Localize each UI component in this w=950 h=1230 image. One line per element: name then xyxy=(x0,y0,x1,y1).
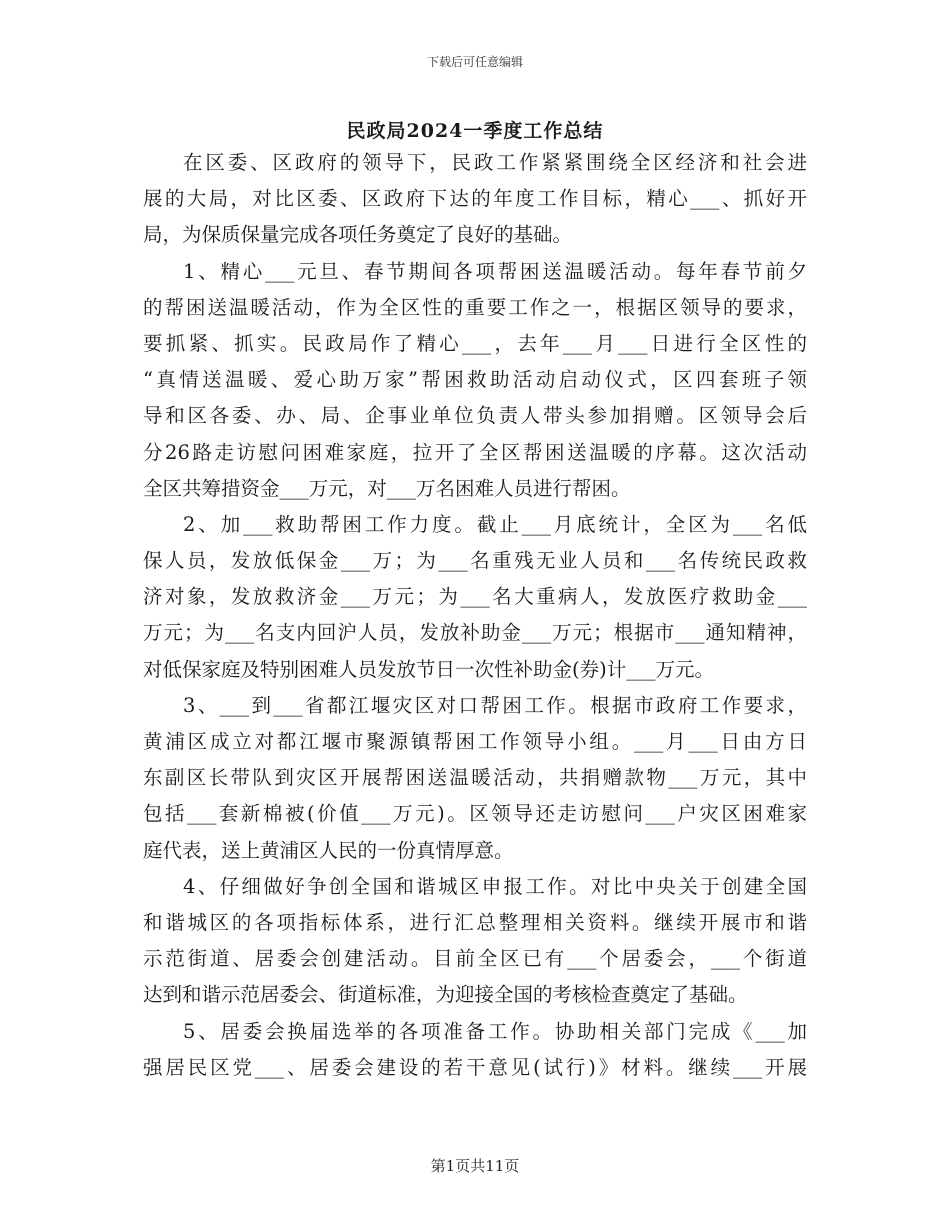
body-text-line: 分26路走访慰问困难家庭，拉开了全区帮困送温暖的序幕。这次活动 xyxy=(143,440,807,464)
body-text-line: 和谐城区的各项指标体系，进行汇总整理相关资料。继续开展市和谐 xyxy=(143,910,807,934)
body-text-line: 全区共筹措资金___万元，对___万名困难人员进行帮困。 xyxy=(143,476,631,500)
body-text-line: 的帮困送温暖活动，作为全区性的重要工作之一，根据区领导的要求， xyxy=(143,295,807,319)
body-text-line: 2、加___救助帮困工作力度。截止___月底统计，全区为___名低 xyxy=(183,512,807,536)
page-number-footer: 第1页共11页 xyxy=(430,1157,520,1175)
body-text-line: 导和区各委、办、局、企事业单位负责人带头参加捐赠。区领导会后 xyxy=(143,404,807,428)
document-title: 民政局2024一季度工作总结 xyxy=(346,120,604,142)
body-text-line: 万元；为___名支内回沪人员，发放补助金___万元；根据市___通知精神， xyxy=(143,621,807,645)
body-text-line: 庭代表，送上黄浦区人民的一份真情厚意。 xyxy=(143,838,514,862)
document-body xyxy=(143,145,807,1086)
body-text-line: 保人员，发放低保金___万；为___名重残无业人员和___名传统民政救 xyxy=(143,549,807,573)
body-text-line: 3、___到___省都江堰灾区对口帮困工作。根据市政府工作要求， xyxy=(183,693,807,717)
body-text-line: 在区委、区政府的领导下，民政工作紧紧围绕全区经济和社会进 xyxy=(183,151,807,174)
body-text-line: 5、居委会换届选举的各项准备工作。协助相关部门完成《___加 xyxy=(183,1019,807,1043)
body-text-line: 强居民区党___、居委会建设的若干意见(试行)》材料。继续___开展 xyxy=(143,1055,807,1079)
header-note: 下载后可任意编辑 xyxy=(426,55,523,69)
body-text-line: 包括___套新棉被(价值___万元)。区领导还走访慰问___户灾区困难家 xyxy=(143,802,807,826)
body-text-line: 济对象，发放救济金___万元；为___名大重病人，发放医疗救助金___ xyxy=(143,585,807,609)
body-text-line: “真情送温暖、爱心助万家”帮困救助活动启动仪式，区四套班子领 xyxy=(143,368,807,392)
body-text-line: 达到和谐示范居委会、街道标准，为迎接全国的考核检查奠定了基础。 xyxy=(143,983,748,1007)
body-text-line: 东副区长带队到灾区开展帮困送温暖活动，共捐赠款物___万元，其中 xyxy=(143,766,807,790)
body-text-line: 展的大局，对比区委、区政府下达的年度工作目标，精心___、抓好开 xyxy=(143,187,807,211)
body-text-line: 局，为保质保量完成各项任务奠定了良好的基础。 xyxy=(143,223,573,247)
body-text-line: 要抓紧、抓实。民政局作了精心___，去年___月___日进行全区性的 xyxy=(143,331,807,355)
body-text-line: 黄浦区成立对都江堰市聚源镇帮困工作领导小组。___月___日由方日 xyxy=(143,730,807,753)
body-text-line: 对低保家庭及特别困难人员发放节日一次性补助金(券)计___万元。 xyxy=(143,657,714,681)
body-text-line: 4、仔细做好争创全国和谐城区申报工作。对比中央关于创建全国 xyxy=(183,874,807,898)
body-text-line: 示范街道、居委会创建活动。目前全区已有___个居委会，___个街道 xyxy=(143,947,807,971)
body-text-line: 1、精心___元旦、春节期间各项帮困送温暖活动。每年春节前夕 xyxy=(183,259,807,283)
